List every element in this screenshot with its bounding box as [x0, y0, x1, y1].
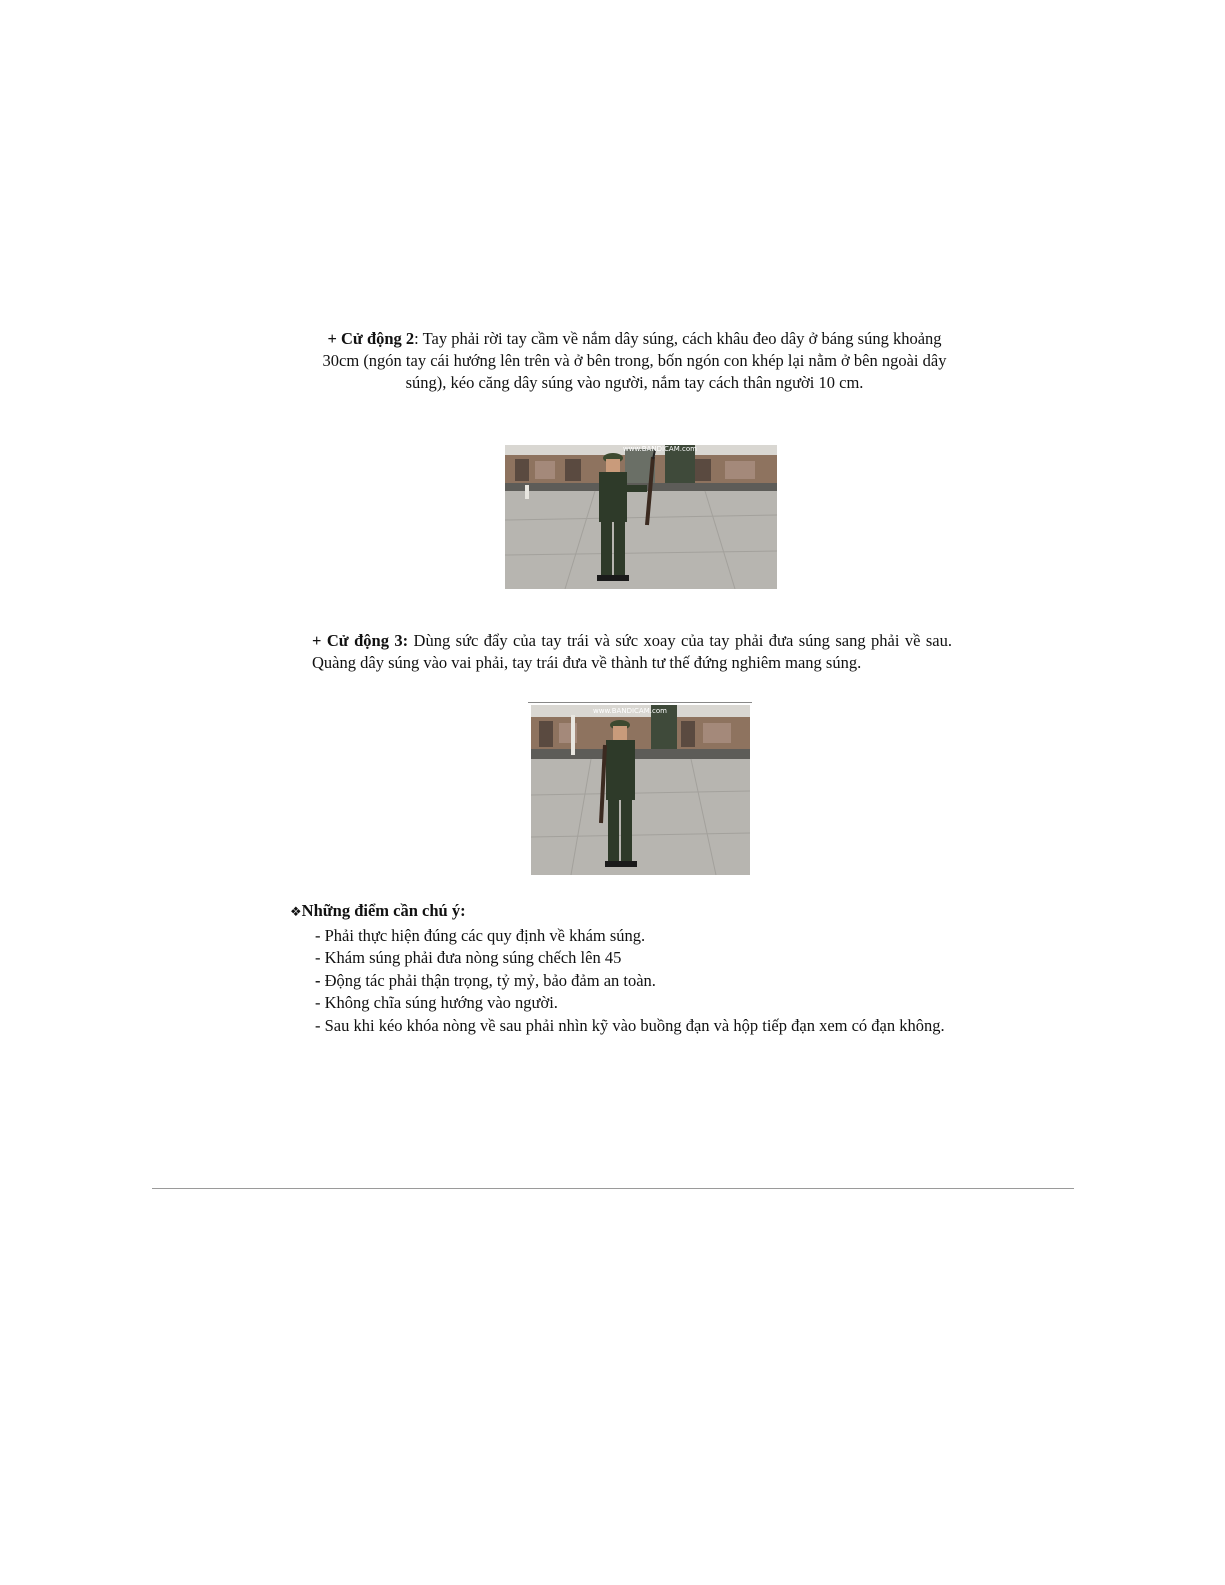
step-2-label: + Cử động 2 — [327, 329, 415, 348]
step-2-text: : Tay phải rời tay cầm về nắm dây súng, cách khâu đeo dây ở báng súng khoảng 30cm (ngón tay cái hướng lên trên và ở bên trong, bốn ngón con khép lại nằm ở bên ngoài dây súng), kéo căng dây súng vào người, nắm tay cách thân người 10 cm. — [322, 329, 947, 392]
list-item: - Không chĩa súng hướng vào người. — [315, 993, 558, 1012]
step-2-paragraph — [312, 328, 957, 394]
notes-section — [290, 900, 955, 1037]
list-item-text: Động tác phải thận trọng, tỷ mỷ, bảo đảm an toàn. — [320, 970, 656, 990]
step-3-paragraph — [312, 630, 952, 674]
page-divider — [152, 1188, 1074, 1189]
notes-heading — [290, 900, 955, 925]
watermark-2: www.BANDICAM.com — [593, 707, 667, 715]
bold-dash: - — [315, 970, 321, 990]
notes-list — [290, 925, 955, 1038]
step-2-photo — [505, 445, 777, 589]
list-item — [315, 970, 955, 993]
list-item: - Phải thực hiện đúng các quy định về khám súng. — [315, 925, 646, 945]
watermark-1: www.BANDICAM.com — [623, 445, 697, 453]
list-item: - Sau khi kéo khóa nòng về sau phải nhìn kỹ vào buồng đạn và hộp tiếp đạn xem có đạn không. — [315, 1015, 945, 1035]
notes-title: Những điểm cần chú ý: — [301, 901, 466, 920]
list-item: - Khám súng phải đưa nòng súng chếch lên 45 — [315, 948, 622, 967]
soldier-photo-2 — [531, 705, 750, 875]
image-2-border — [528, 702, 752, 703]
step-3-photo — [531, 705, 750, 875]
step-3-label: + Cử động 3: — [312, 631, 409, 650]
soldier-photo-1 — [505, 445, 777, 589]
diamond-bullet-icon: ❖ — [290, 905, 302, 920]
step-3-text: Dùng sức đẩy của tay trái và sức xoay của tay phải đưa súng sang phải về sau. Quàng dây súng vào vai phải, tay trái đưa về thành tư thế đứng nghiêm mang súng. — [312, 631, 952, 672]
